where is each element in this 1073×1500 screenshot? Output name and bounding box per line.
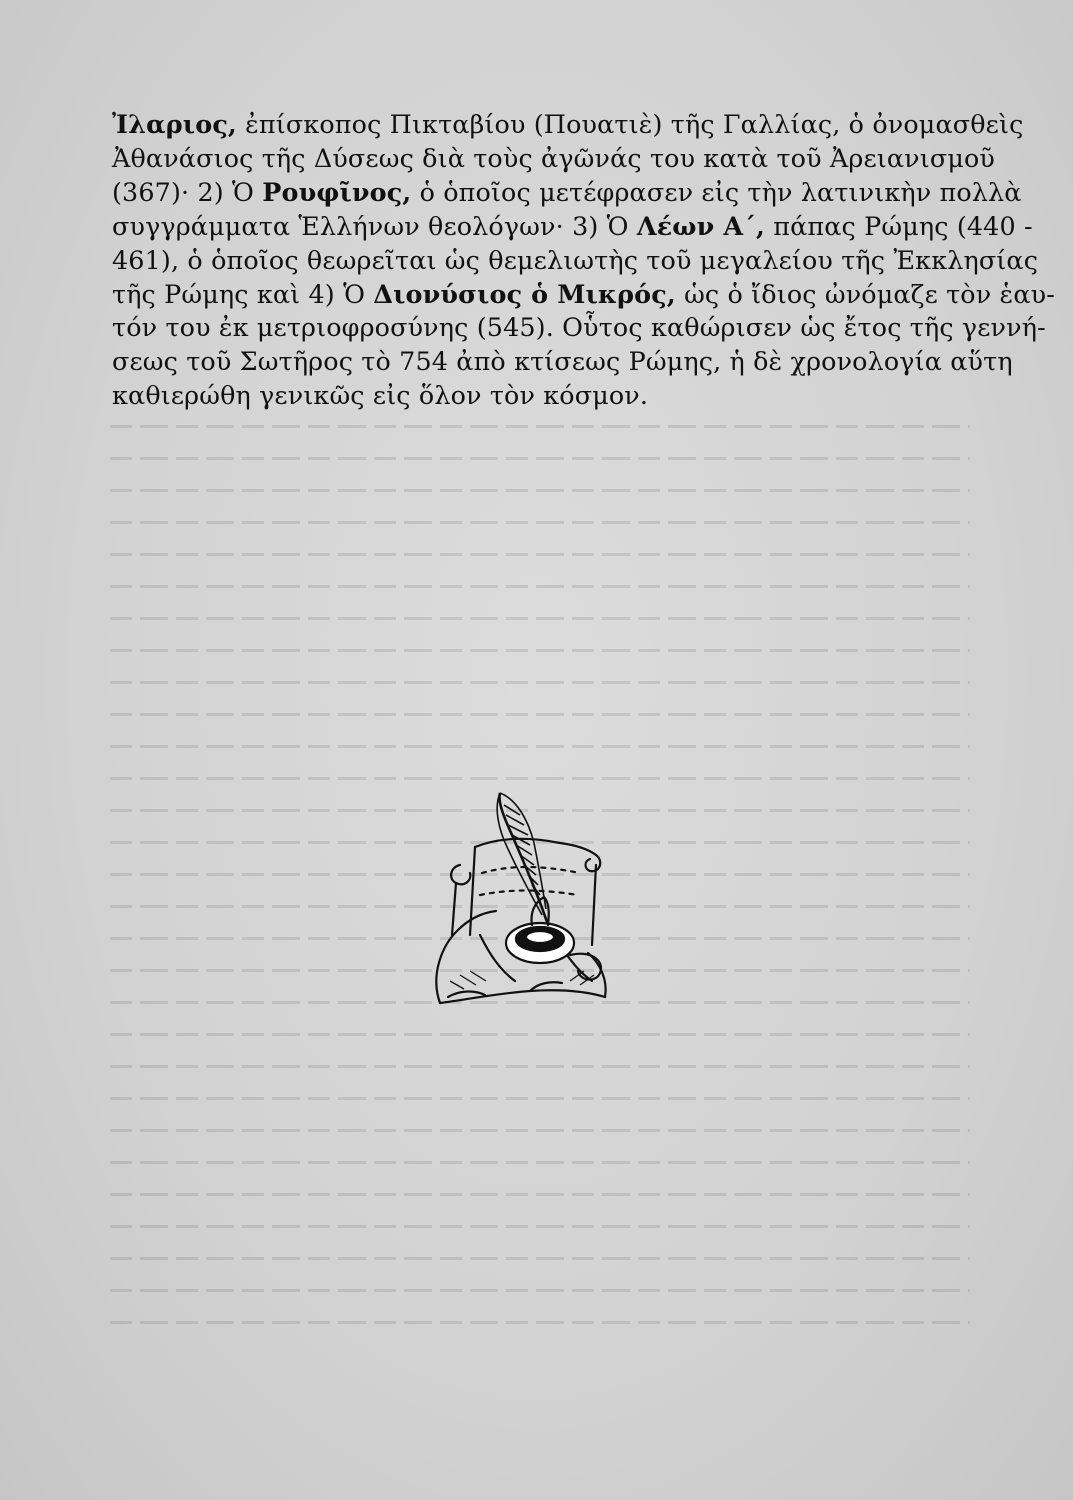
text-line: Ἀθανάσιος τῆς Δύσεως διὰ τοὺς ἀγῶνάς του κατὰ τοῦ Ἀρειανισμοῦ (112, 142, 996, 173)
body-paragraph (112, 108, 1055, 413)
text-line: Ἰλαριος, ἐπίσκοπος Πικταβίου (Πουατιὲ) τῆς Γαλλίας, ὁ ὀνομασθεὶς (112, 109, 1024, 139)
text-line: 461), ὁ ὁποῖος θεωρεῖται ὡς θεμελιωτὴς τοῦ μεγαλείου τῆς Ἐκκλησίας (112, 244, 1039, 275)
text-line: τῆς Ρώμης καὶ 4) Ὁ Διονύσιος ὁ Μικρός, ὡς ὁ ἴδιος ὠνόμαζε τὸν ἑαυ- (112, 278, 1055, 309)
text-line: καθιερώθη γενικῶς εἰς ὅλον τὸν κόσμον. (112, 380, 649, 411)
quill-and-inkwell-icon (420, 785, 620, 1035)
text-line: σεως τοῦ Σωτῆρος τὸ 754 ἀπὸ κτίσεως Ρώμης, ἡ δὲ χρονολογία αὕτη (112, 346, 1013, 377)
text-line: (367)· 2) Ὁ Ρουφῖνος, ὁ ὁποῖος μετέφρασεν εἰς τὴν λατινικὴν πολλὰ (112, 176, 1022, 207)
text-line: τόν του ἐκ μετριοφροσύνης (545). Οὗτος καθώρισεν ὡς ἔτος τῆς γεννή- (112, 312, 1046, 343)
text-line: συγγράμματα Ἑλλήνων θεολόγων· 3) Ὁ Λέων Α΄, πάπας Ρώμης (440 - (112, 210, 1033, 241)
